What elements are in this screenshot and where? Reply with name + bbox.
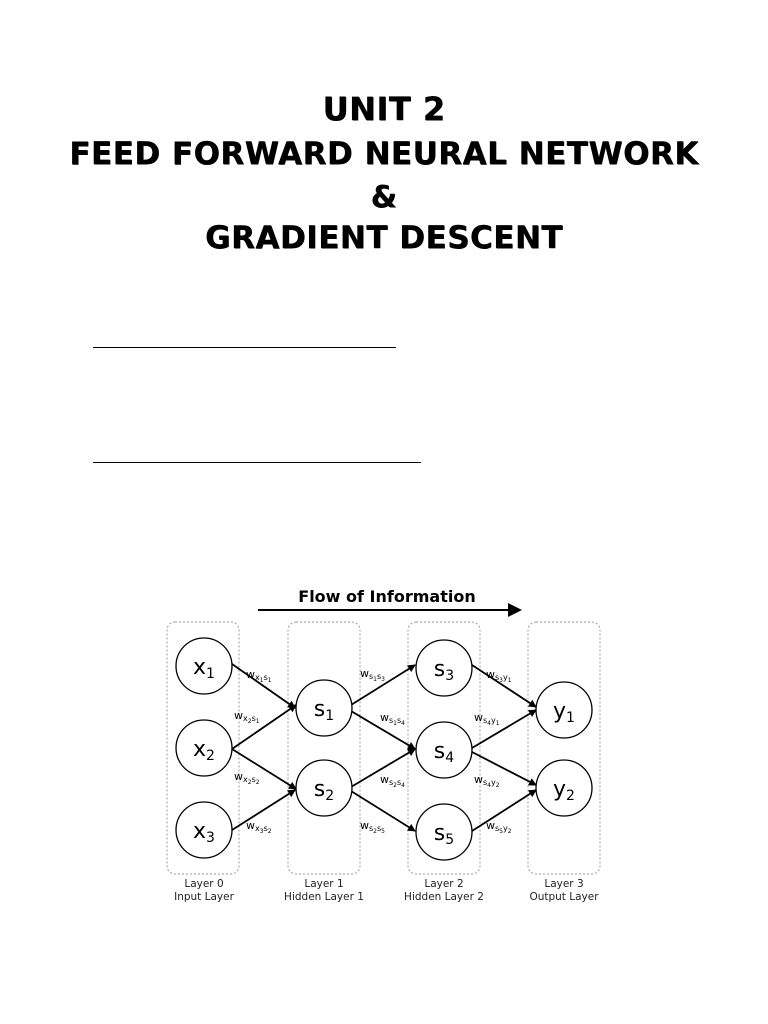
layer-captions <box>174 878 599 903</box>
weight-s5-y2: ws5y2 <box>486 819 512 835</box>
weight-s3-y1: ws3y1 <box>486 668 512 684</box>
edge-s3-y1 <box>472 665 536 707</box>
layer-3-sub: Output Layer <box>529 891 599 903</box>
connections <box>232 664 536 831</box>
weight-s2-s5: ws2s5 <box>360 819 385 835</box>
unit-title: UNIT 2 <box>322 90 446 128</box>
node-label-s3: s3 <box>433 657 455 684</box>
flow-of-information-label: Flow of Information <box>298 587 476 606</box>
topic-title-ampersand: & <box>370 180 398 215</box>
layer-box-1 <box>288 622 360 874</box>
blank-rule-1 <box>93 347 396 348</box>
edge-x1-s1 <box>232 664 295 708</box>
weight-x2-s1: wx2s1 <box>234 709 260 725</box>
weight-x2-s2: wx2s2 <box>234 770 260 786</box>
weight-s4-y1: ws4y1 <box>474 711 500 727</box>
node-label-s1: s1 <box>313 697 335 724</box>
node-label-x2: x2 <box>193 737 215 764</box>
layer-2-sub: Hidden Layer 2 <box>404 891 484 903</box>
layer-0-label: Layer 0 <box>184 878 224 890</box>
edge-x2-s2 <box>232 749 296 789</box>
layer-1-label: Layer 1 <box>304 878 344 890</box>
neural-network-diagram <box>150 575 610 915</box>
topic-title-gradient-descent: GRADIENT DESCENT <box>205 220 563 256</box>
weight-s1-s3: ws1s3 <box>360 667 385 683</box>
weight-s1-s4: ws1s4 <box>380 711 405 727</box>
weight-x3-s2: wx3s2 <box>246 819 272 835</box>
weight-x1-s1: wx1s1 <box>246 668 272 684</box>
topic-title-feed-forward: FEED FORWARD NEURAL NETWORK <box>69 136 699 172</box>
layer-2-label: Layer 2 <box>424 878 464 890</box>
node-label-y1: y1 <box>553 699 575 726</box>
node-label-s2: s2 <box>313 777 335 804</box>
blank-rule-2 <box>93 462 421 463</box>
layer-1-sub: Hidden Layer 1 <box>284 891 364 903</box>
node-label-x1: x1 <box>193 655 215 682</box>
layer-box-3 <box>528 622 600 874</box>
layer-0-sub: Input Layer <box>174 891 234 903</box>
node-label-x3: x3 <box>193 819 215 846</box>
weight-s4-y2: ws4y2 <box>474 773 500 789</box>
weight-s2-s4: ws2s4 <box>380 773 405 789</box>
layer-3-label: Layer 3 <box>544 878 584 890</box>
node-label-s4: s4 <box>433 739 455 766</box>
node-label-s5: s5 <box>433 821 455 848</box>
node-label-y2: y2 <box>553 777 575 804</box>
